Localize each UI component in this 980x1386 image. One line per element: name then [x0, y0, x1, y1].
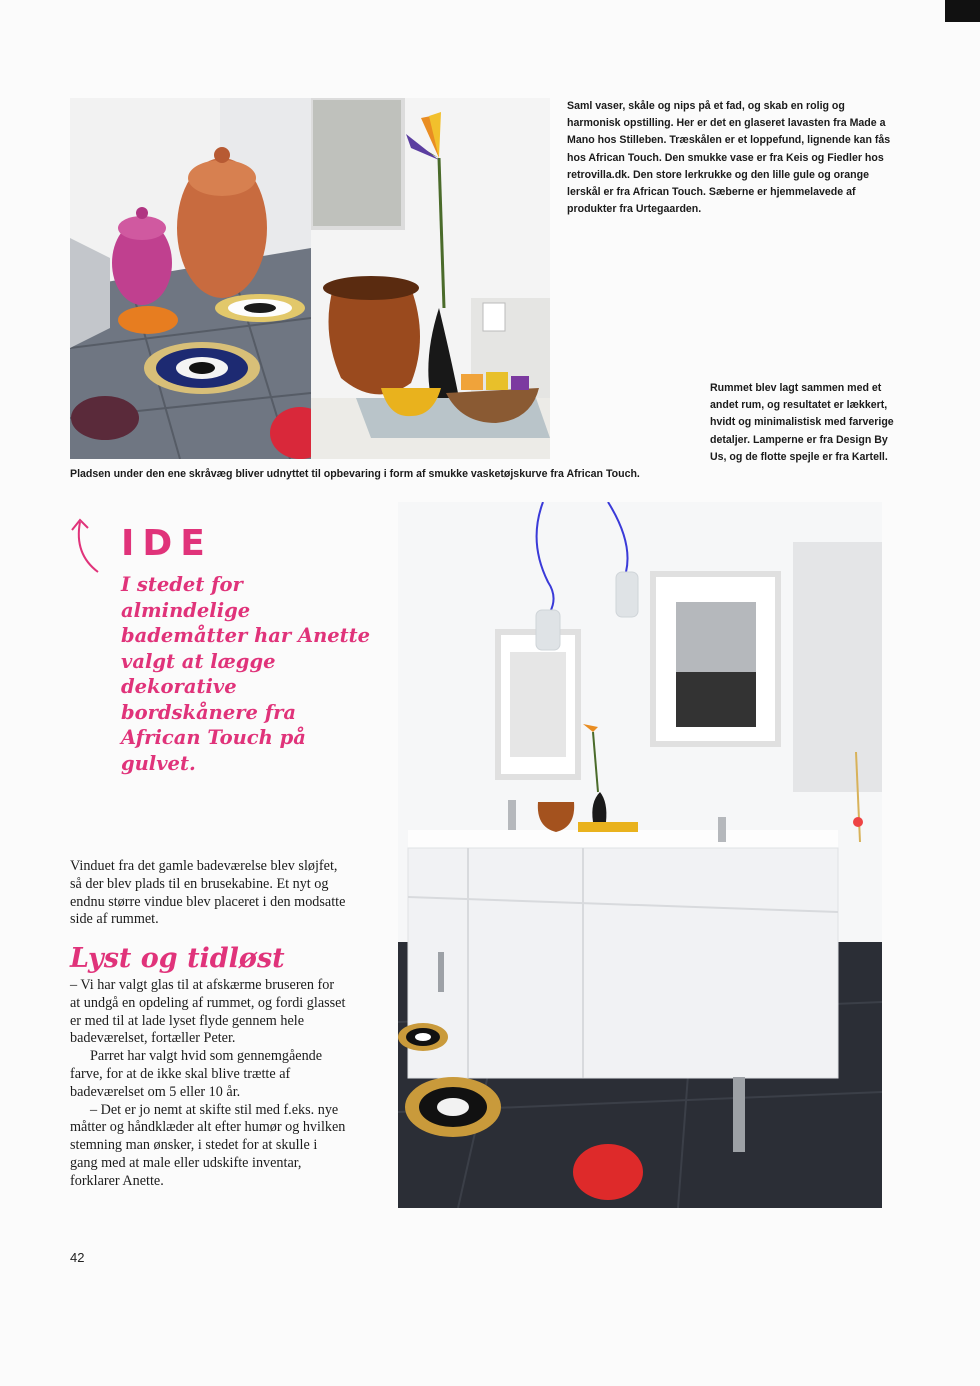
photo-vase-arrangement [311, 98, 550, 459]
caption-vase-arrangement: Saml vaser, skåle og nips på et fad, og skab en rolig og harmonisk opstilling. Her er det en glaseret lavasten fra Made a Mano hos Stilleben. Træskålen er et loppefund, lignende kan fås hos African Touch. Den smukke vase er fra Keis og Fiedler hos retrovilla.dk. Den store lerkrukke og den lille gule og orange lerskål er fra African Touch. Sæberne er hjemmelavede af produkter fra Urtegaarden. [567, 100, 891, 216]
article-intro [70, 858, 346, 929]
ide-text: I stedet for almindelige bademåtter har Anette valgt at lægge dekorative bordskånere fra African Touch på gulvet. [121, 573, 371, 775]
caption-laundry-baskets: Pladsen under den ene skråvæg bliver udnyttet til opbevaring i form af smukke vasketøjskurve fra African Touch. [70, 468, 640, 480]
ide-title: IDE [121, 523, 213, 564]
arrow-up-icon [66, 516, 106, 576]
photo-bathroom [398, 502, 882, 1208]
page-number: 42 [70, 1250, 85, 1265]
article-paragraph: – Det er jo nemt at skifte stil med f.eks. nye måtter og håndklæder alt efter humør og hvilken stemning man ønsker, i stedet for at skulle i gang med at male eller udskifte inventar, forklarer Anette. [70, 1101, 346, 1189]
page-edge-bar [945, 0, 980, 22]
article-subheading: Lyst og tidløst [70, 943, 285, 974]
photo-laundry-baskets [70, 98, 311, 459]
article-body [70, 977, 346, 1191]
article-paragraph: – Vi har valgt glas til at afskærme bruseren for at undgå en opdeling af rummet, og fordi glasset er med til at lade lyset flyde gennem hele badeværelset, fortæller Peter. [70, 977, 346, 1047]
article-paragraph: Parret har valgt hvid som gennemgående farve, for at de ikke skal blive trætte af badeværelset om 5 eller 10 år. [70, 1048, 323, 1100]
intro-paragraph: Vinduet fra det gamle badeværelse blev sløjfet, så der blev plads til en brusekabine. Et nyt og endnu større vindue blev placeret i den modsatte side af rummet. [70, 858, 346, 928]
caption-room: Rummet blev lagt sammen med et andet rum, og resultatet er lækkert, hvidt og minimalistisk med farverige detaljer. Lamperne er fra Design By Us, og de flotte spejle er fra Kartell. [710, 382, 894, 463]
